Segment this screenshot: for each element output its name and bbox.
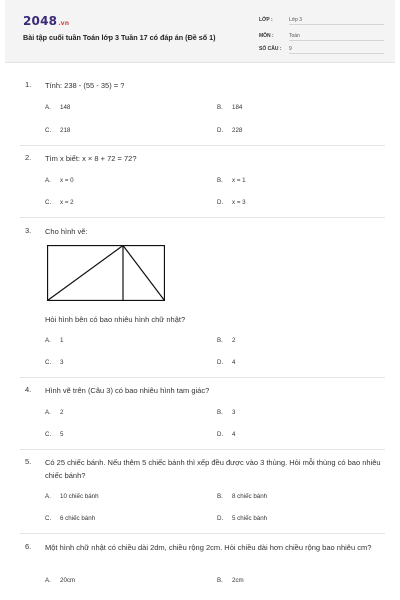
answer-option[interactable]: A. 2 (45, 409, 64, 416)
subject-label: MÔN : (259, 33, 274, 39)
question-text: Hình vẽ trên (Câu 3) có bao nhiêu hình tam giác? (45, 386, 210, 395)
question-text: Tìm x biết: x × 8 + 72 = 72? (45, 154, 137, 163)
diagonal-right (123, 246, 165, 301)
question-count-value: 9 (289, 46, 384, 54)
answer-option[interactable]: B. 8 chiếc bánh (217, 493, 268, 500)
answer-option[interactable]: C. 5 (45, 431, 64, 438)
outer-rectangle (48, 246, 165, 301)
logo-text: 2048 (23, 14, 58, 28)
answer-option[interactable]: D. 228 (217, 127, 243, 134)
answer-option[interactable]: B. 3 (217, 409, 236, 416)
question-number: 2. (25, 153, 32, 162)
answer-option[interactable]: C. 3 (45, 359, 64, 366)
class-value: Lớp 3 (289, 17, 384, 25)
question-number: 1. (25, 80, 32, 89)
question-count-label: SỐ CÂU : (259, 46, 282, 52)
worksheet-page (5, 0, 395, 600)
question-divider (20, 145, 385, 146)
answer-option[interactable]: A. 1 (45, 337, 64, 344)
question-text: Cho hình vẽ: (45, 227, 88, 236)
answer-option[interactable]: C. 6 chiếc bánh (45, 515, 96, 522)
worksheet-header (5, 0, 395, 63)
answer-option[interactable]: B. 184 (217, 104, 243, 111)
question-number: 6. (25, 542, 32, 551)
question-divider (20, 533, 385, 534)
logo-suffix: .vn (58, 20, 70, 27)
question-divider (20, 377, 385, 378)
subject-value: Toán (289, 33, 384, 41)
answer-option[interactable]: A. 20cm (45, 577, 76, 584)
answer-option[interactable]: C. 218 (45, 127, 71, 134)
answer-option[interactable]: B. 2 (217, 337, 236, 344)
answer-option[interactable]: A. 148 (45, 104, 71, 111)
answer-option[interactable]: A. 10 chiếc bánh (45, 493, 99, 500)
diagonal-left (48, 246, 124, 301)
answer-option[interactable]: D. x = 3 (217, 199, 246, 206)
question-divider (20, 217, 385, 218)
answer-option[interactable]: D. 5 chiếc bánh (217, 515, 268, 522)
question-number: 4. (25, 385, 32, 394)
question-text: Tính: 238 - (55 - 35) = ? (45, 81, 125, 90)
answer-option[interactable]: A. x = 0 (45, 177, 74, 184)
question-text: Có 25 chiếc bánh. Nếu thêm 5 chiếc bánh thì xếp đều được vào 3 thùng. Hỏi mỗi thùng có bao nhiêu chiếc bánh? (45, 458, 381, 480)
answer-option[interactable]: D. 4 (217, 431, 236, 438)
question-number: 5. (25, 457, 32, 466)
question-number: 3. (25, 226, 32, 235)
answer-option[interactable]: B. 2cm (217, 577, 244, 584)
worksheet-title: Bài tập cuối tuần Toán lớp 3 Tuần 17 có đáp án (Đề số 1) (23, 33, 216, 42)
rectangle-triangle-figure (47, 245, 165, 301)
answer-option[interactable]: D. 4 (217, 359, 236, 366)
answer-option[interactable]: C. x = 2 (45, 199, 74, 206)
answer-option[interactable]: B. x = 1 (217, 177, 246, 184)
site-logo[interactable] (23, 14, 69, 28)
question-text: Một hình chữ nhật có chiều dài 2dm, chiều rộng 2cm. Hỏi chiều dài hơn chiều rộng bao nhiêu cm? (45, 543, 372, 552)
question-divider (20, 449, 385, 450)
question-subtext: Hỏi hình bên có bao nhiêu hình chữ nhật? (45, 315, 186, 324)
class-label: LỚP : (259, 17, 273, 23)
